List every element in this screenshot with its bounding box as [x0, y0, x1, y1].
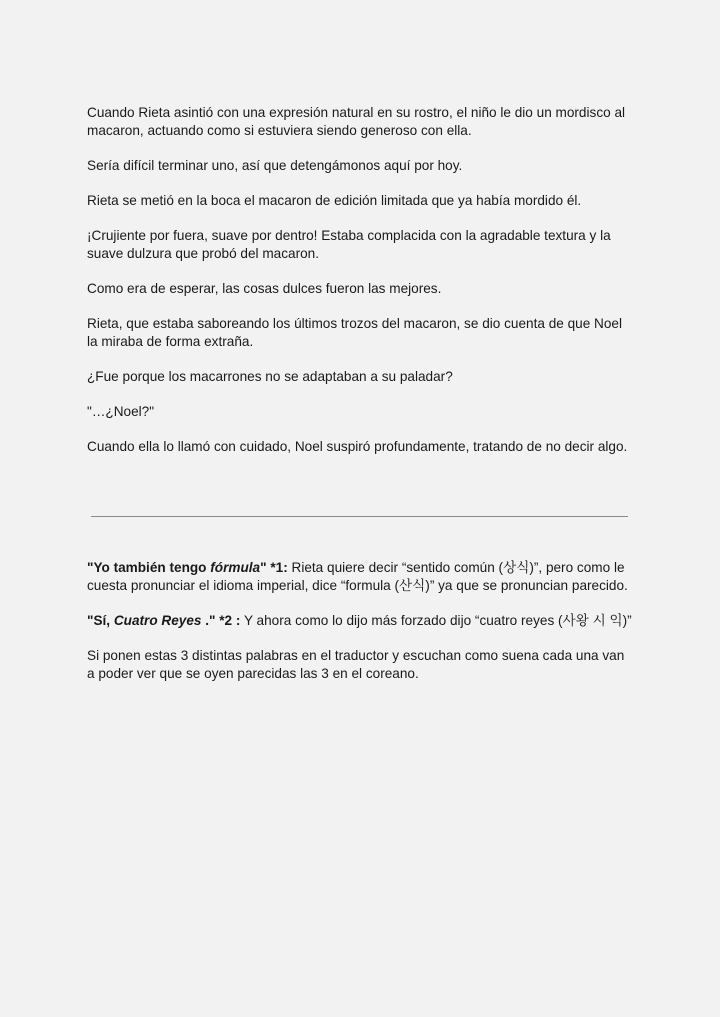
- note-quote-italic: fórmula: [210, 560, 261, 575]
- translator-note-1: [87, 559, 635, 595]
- note-quote-open: "Sí,: [87, 613, 114, 628]
- story-paragraph: ¿Fue porque los macarrones no se adaptaban a su paladar?: [87, 369, 453, 384]
- story-paragraph: "…¿Noel?": [87, 404, 155, 419]
- story-body: [87, 104, 635, 473]
- story-paragraph: Sería difícil terminar uno, así que detengámonos aquí por hoy.: [87, 158, 463, 173]
- translator-note-3: Si ponen estas 3 distintas palabras en el traductor y escuchan como suena cada una van a poder ver que se oyen parecidas las 3 en el coreano.: [87, 648, 625, 681]
- note-quote-close: " *1:: [260, 560, 288, 575]
- story-paragraph: Rieta se metió en la boca el macaron de edición limitada que ya había mordido él.: [87, 193, 582, 208]
- note-quote-italic: Cuatro Reyes: [113, 613, 206, 628]
- translator-note-2: [87, 612, 635, 630]
- note-quote-open: "Yo también tengo: [87, 560, 211, 575]
- story-paragraph: Como era de esperar, las cosas dulces fueron las mejores.: [87, 281, 442, 296]
- note-text: Y ahora como lo dijo más forzado dijo “cuatro reyes (사왕 시 익)”: [240, 613, 632, 628]
- translator-notes: [87, 559, 635, 700]
- story-paragraph: Cuando ella lo llamó con cuidado, Noel suspiró profundamente, tratando de no decir algo.: [87, 439, 628, 454]
- section-divider: [91, 516, 628, 517]
- story-paragraph: Rieta, que estaba saboreando los últimos trozos del macaron, se dio cuenta de que Noel la miraba de forma extraña.: [87, 316, 623, 349]
- story-paragraph: Cuando Rieta asintió con una expresión natural en su rostro, el niño le dio un mordisco al macaron, actuando como si estuviera siendo generoso con ella.: [87, 105, 626, 138]
- note-text: Rieta quiere decir “sentido común (상식)”, pero como le cuesta pronunciar el idioma imperial, dice “formula (산식)” ya que se pronuncian parecido.: [87, 560, 628, 593]
- note-quote-close: ." *2 :: [205, 613, 241, 628]
- story-paragraph: ¡Crujiente por fuera, suave por dentro! Estaba complacida con la agradable textura y la suave dulzura que probó del macaron.: [87, 228, 611, 261]
